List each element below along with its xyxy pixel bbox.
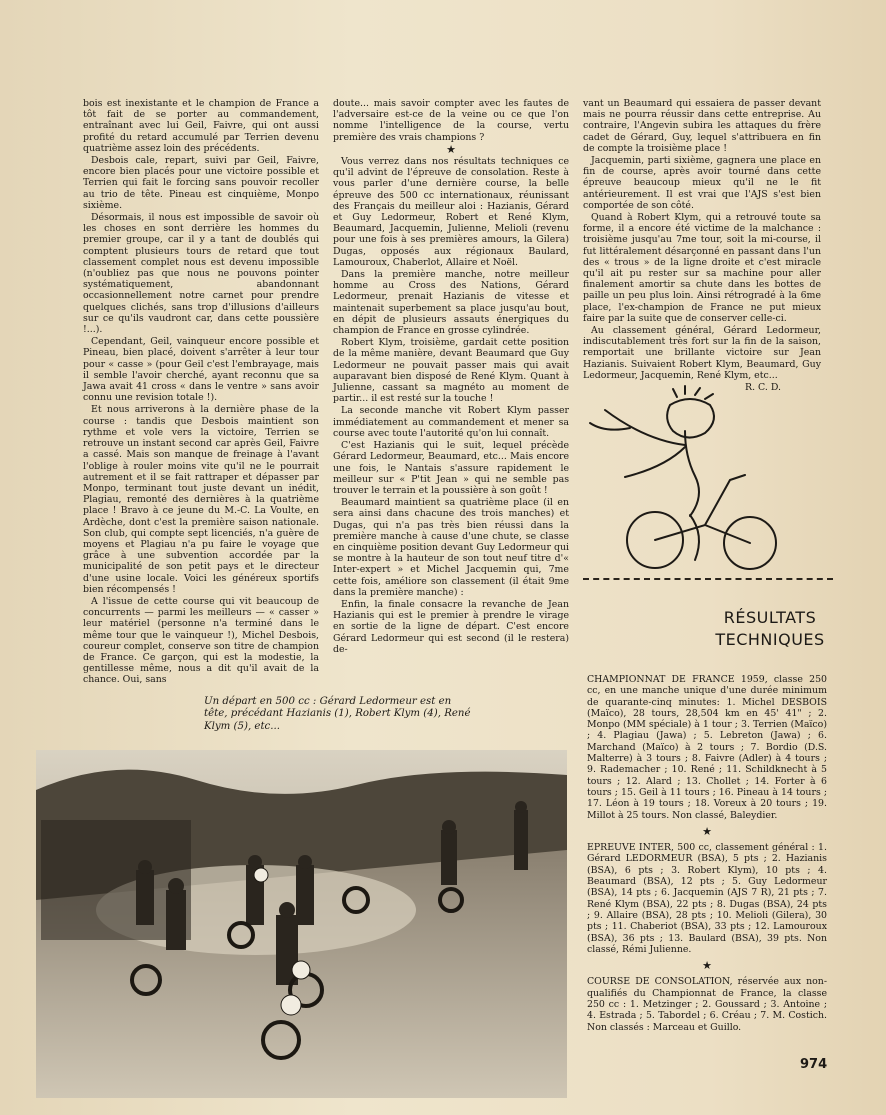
paragraph: Au classement général, Gérard Ledormeur, indiscutablement très fort sur la fin de la saison, remportait une brillante victoire sur Jean Hazianis. Suivaient Robert Klym, Beaumard, Guy Ledormeur, Jacquemin, René Klym, etc... — [583, 325, 821, 381]
article-column-1 — [83, 98, 319, 687]
star-separator: ★ — [702, 959, 712, 973]
result-block: EPREUVE INTER, 500 cc, classement général : 1. Gérard LEDORMEUR (BSA), 5 pts ; 2. Hazianis (BSA), 6 pts ; 3. Robert Klym), 10 pts ; 4. Beaumard (BSA), 12 pts ; 5. Guy Ledormeur (BSA), 14 pts ; 6. Jacquemin (AJS 7 R), 21 pts ; 7. René Klym (BSA), 22 pts ; 8. Dugas (BSA), 24 pts ; 9. Allaire (BSA), 28 pts ; 10. Melioli (Gilera), 30 pts ; 11. Chaberiot (BSA), 33 pts ; 12. Lamouroux (BSA), 36 pts ; 13. Baulard (BSA), 39 pts. Non classé, Rémi Julienne. — [587, 842, 827, 955]
article-column-2 — [333, 98, 569, 656]
paragraph: Beaumard maintient sa quatrième place (il en sera ainsi dans chacune des trois manches) et Dugas, qui n'a pas très bien réussi dans la première manche à cause d'une chute, se classe en cinquième position devant Guy Ledormeur qui se montre à la hauteur de son tout neuf titre d'« Inter-expert » et Michel Jacquemin qui, 7me cette fois, améliore son classement (il était 9me dans la première manche) : — [333, 497, 569, 598]
paragraph: bois est inexistante et le champion de France a tôt fait de se porter au commandement, entraînant avec lui Geil, Faivre, qui ont aussi profité du retard accumulé par Terrien devenu quatrième assez loin des précédents. — [83, 98, 319, 154]
paragraph: Cependant, Geil, vainqueur encore possible et Pineau, bien placé, doivent s'arrêter à leur tour pour « casse » (pour Geil c'est l'embrayage, mais il semble l'avoir cherché, ayant reconnu que sa Jawa avait 41 cross « dans le ventre » sans avoir connu une revision totale !). — [83, 336, 319, 404]
results-list — [587, 674, 827, 1035]
paragraph: A l'issue de cette course qui vit beaucoup de concurrents — parmi les meilleurs — « casser » leur matériel (personne n'a terminé dans le même tour que le vainqueur !), Michel Desbois, coureur complet, conserve son titre de champion de France. Ce garçon, qui est la modestie, la gentillesse même, nous a dit qu'il avait de la chance. Oui, sans — [83, 595, 319, 686]
paragraph: Vous verrez dans nos résultats techniques ce qu'il advint de l'épreuve de consolation. Reste à vous parler d'une dernière course, la belle épreuve des 500 cc internationaux, réunissant des Français du meilleur aloi : Hazianis, Gérard et Guy Ledormeur, Robert et René Klym, Beaumard, Jacquemin, Julienne, Melioli (revenu pour une fois à ses premières amours, la Gilera) Dugas, opposés aux régionaux Baulard, Lamouroux, Chaberlot, Allaire et Noël. — [333, 156, 569, 268]
author-signature: R. C. D. — [745, 382, 781, 394]
star-separator: ★ — [446, 142, 456, 156]
paragraph: Jacquemin, parti sixième, gagnera une place en fin de course, après avoir tourné dans cette épreuve beaucoup mieux qu'il ne le fit antérieurement. Il est vrai que l'AJS s'est bien comportée de son côté. — [583, 155, 821, 211]
page-number: 974 — [800, 1057, 828, 1072]
paragraph: La seconde manche vit Robert Klym passer immédiatement au commandement et mener sa course avec toute l'autorité qu'on lui connaît. — [333, 405, 569, 439]
paragraph: Robert Klym, troisième, gardait cette position de la même manière, devant Beaumard que Guy Ledormeur ne pouvait passer mais qui avait auparavant bien disposé de René Klym. Quant à Julienne, cassant sa magnéto au moment de partir... il est resté sur la touche ! — [333, 337, 569, 405]
paragraph: Quand à Robert Klym, qui a retrouvé toute sa forme, il a encore été victime de la malchance : troisième jusqu'au 7me tour, soit la mi-course, il fut littéralement désarçonné en passant dans l'un des « trous » de la ligne droite et c'est miracle qu'il ait pu rester sur sa machine pour aller finalement amortir sa chute dans les bottes de paille un peu plus loin. Ainsi rétrogradé à la 6me place, l'ex-champion de France ne put mieux faire par la suite que de conserver celle-ci. — [583, 212, 821, 324]
motocross-race-photo — [36, 750, 567, 1098]
paragraph: doute... mais savoir compter avec les fautes de l'adversaire est-ce de la veine ou ce que l'on nomme l'intelligence de la course, vertu première des vrais champions ? — [333, 98, 569, 143]
paragraph: Enfin, la finale consacre la revanche de Jean Hazianis qui est le premier à prendre le virage en sortie de la ligne de départ. C'est encore Gérard Ledormeur qui est second (il le restera) de- — [333, 598, 569, 655]
photo-caption: Un départ en 500 cc : Gérard Ledormeur est en tête, précédant Hazianis (1), Robert Klym (4), René Klym (5), etc... — [204, 696, 471, 732]
paragraph: Desbois cale, repart, suivi par Geil, Faivre, encore bien placés pour une victoire possible et Terrien qui fait le forcing sans pouvoir recoller au trio de tête. Pineau est cinquième, Monpo sixième. — [83, 155, 319, 211]
rider-cartoon-illustration — [585, 385, 780, 580]
section-divider — [583, 578, 833, 581]
star-separator: ★ — [702, 824, 712, 838]
results-heading: RÉSULTATS TECHNIQUES — [715, 608, 825, 649]
paragraph: Dans la première manche, notre meilleur homme au Cross des Nations, Gérard Ledormeur, prenait Hazianis de vitesse et maintenait superbement sa place jusqu'au bout, en dépit de plusieurs assauts énergiques du champion de France en grosse cylindrée. — [333, 269, 569, 337]
article-column-3 — [583, 98, 821, 394]
paragraph: C'est Hazianis qui le suit, lequel précède Gérard Ledormeur, Beaumard, etc... Mais encore une fois, le Nantais s'assure rapidement le meilleur sur « P'tit Jean » qui ne semble pas trouver le terrain et la poussière à son goût ! — [333, 440, 569, 496]
paragraph: Et nous arriverons à la dernière phase de la course : tandis que Desbois maintient son rythme et vole vers la victoire, Terrien se retrouve un instant second car après Geil, Faivre a cassé. Mais son manque de freinage à l'avant l'oblige à rouler moins vite qu'il ne le pourrait autrement et il se fait rattraper et dépasser par Monpo, terminant tout juste devant un inédit, Plagiau, remonté des dernières à la quatrième place ! Bravo à ce jeune du M.-C. La Voulte, en Ardèche, dont c'est la première saison nationale. Son club, qui compte sept licenciés, n'a guère de moyens et Plagiau n'a pu faire le voyage que grâce à une subvention accordée par la municipalité de son petit pays et le directeur d'une usine locale. Voici les généreux sportifs bien récompensés ! — [83, 404, 319, 595]
paragraph: vant un Beaumard qui essaiera de passer devant mais ne pourra réussir dans cette entreprise. Au contraire, l'Angevin subira les attaques du frère cadet de Gérard, Guy, lequel s'attribuera en fin de compte la troisième place ! — [583, 98, 821, 154]
paragraph: Désormais, il nous est impossible de savoir où les choses en sont derrière les hommes du premier groupe, car il y a tant de doublés qui comptent plusieurs tours de retard que tout classement complet nous est devenu impossible (n'oubliez pas que nous ne pouvons pointer systématiquement, abandonnant occasionnellement notre carnet pour prendre quelques clichés, sans trop d'illusions d'ailleurs sur ce qu'ils vaudront car, dans cette poussière !...). — [83, 212, 319, 336]
result-block: COURSE DE CONSOLATION, réservée aux non-qualifiés du Championnat de France, la classe 250 cc : 1. Metzinger ; 2. Goussard ; 3. Antoine ; 4. Estrada ; 5. Tabordel ; 6. Créau ; 7. M. Costich. Non classés : Marceau et Guillo. — [587, 976, 827, 1033]
result-block: CHAMPIONNAT DE FRANCE 1959, classe 250 cc, en une manche unique d'une durée minimum de quarante-cinq minutes: 1. Michel DESBOIS (Maïco), 28 tours, 28,504 km en 45' 41" ; 2. Monpo (MM spéciale) à 1 tour ; 3. Terrien (Maïco) ; 4. Plagiau (Jawa) ; 5. Lebreton (Jawa) ; 6. Marchand (Maïco) à 2 tours ; 7. Bordio (D.S. Malterre) à 3 tours ; 8. Faivre (Adler) à 4 tours ; 9. Rademacher ; 10. René ; 11. Schildknecht à 5 tours ; 12. Alard ; 13. Chollet ; 14. Forter à 6 tours ; 15. Geil à 11 tours ; 16. Pineau à 14 tours ; 17. Léon à 19 tours ; 18. Voreux à 20 tours ; 19. Millot à 25 tours. Non classé, Baleydier. — [587, 674, 827, 821]
